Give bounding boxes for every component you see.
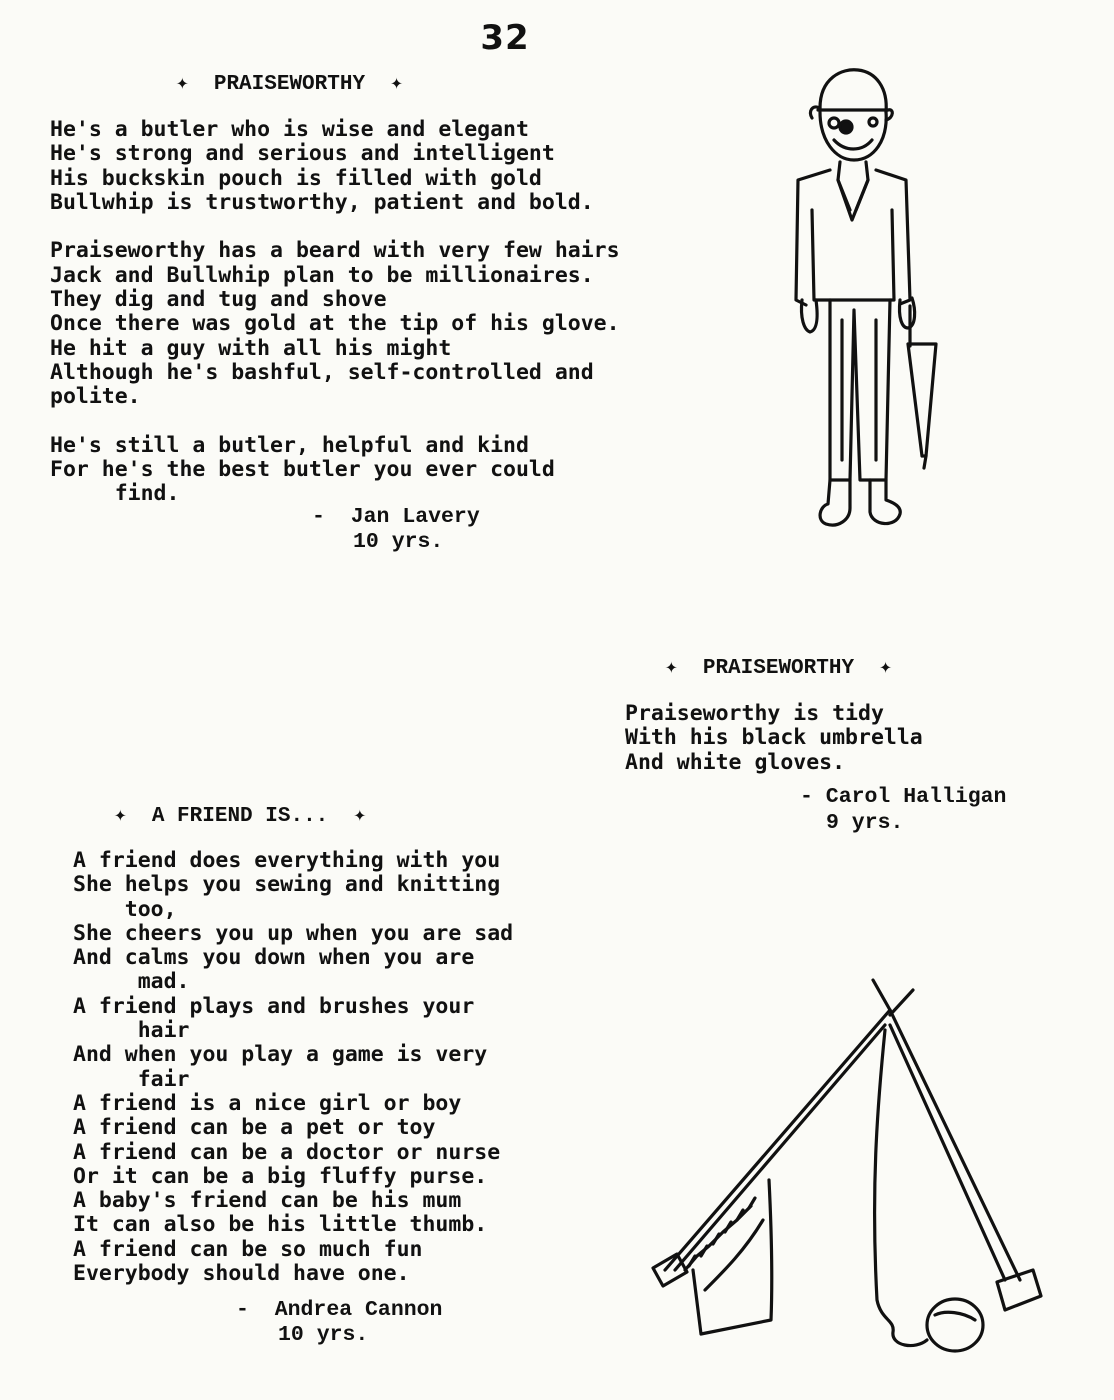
poem-line: A friend can be so much fun <box>73 1236 423 1262</box>
poem-line: With his black umbrella <box>625 725 923 751</box>
poem-line: Praiseworthy has a beard with very few hairs <box>50 238 620 264</box>
page-number: 32 <box>480 18 530 58</box>
poem-line: polite. <box>50 384 141 410</box>
poem-line: Praiseworthy is tidy <box>625 701 884 726</box>
poem3-author: - Andrea Cannon <box>236 1298 443 1322</box>
poem-line: Bullwhip is trustworthy, patient and bold. <box>50 189 594 215</box>
poem-line: Everybody should have one. <box>73 1261 410 1287</box>
poem2-body <box>625 702 923 775</box>
poem3-age: 10 yrs. <box>278 1323 369 1347</box>
poem-line: find. <box>50 481 180 507</box>
poem-line: He hit a guy with all his might <box>50 335 452 361</box>
poem-line: Jack and Bullwhip plan to be millionaires. <box>50 262 594 288</box>
poem2-author: - Carol Halligan <box>800 785 1007 809</box>
poem-line: A baby's friend can be his mum <box>73 1188 462 1214</box>
poem-line: too, <box>73 896 177 922</box>
poem-line: A friend does everything with you <box>73 848 501 873</box>
poem-line: It can also be his little thumb. <box>73 1212 488 1238</box>
poem-line: mad. <box>73 969 190 995</box>
poem2-age: 9 yrs. <box>826 811 904 835</box>
poem-line: He's strong and serious and intelligent <box>50 141 555 167</box>
poem-line: A friend is a nice girl or boy <box>73 1090 462 1116</box>
knitting-needles-drawing-icon <box>645 970 1055 1365</box>
poem-line: hair <box>73 1018 190 1044</box>
poem-line: He's still a butler, helpful and kind <box>50 432 529 458</box>
poem-line: fair <box>73 1066 190 1092</box>
poem-line: And calms you down when you are <box>73 945 475 971</box>
poem-line: And when you play a game is very <box>73 1042 488 1068</box>
poem-line: For he's the best butler you ever could <box>50 457 555 483</box>
poem3-body <box>73 849 513 1286</box>
poem-line: A friend can be a doctor or nurse <box>73 1139 501 1165</box>
poem-line: His buckskin pouch is filled with gold <box>50 165 542 191</box>
poem1-author: - Jan Lavery <box>312 505 480 529</box>
poem-line: Although he's bashful, self-controlled and <box>50 359 594 385</box>
poem-line: And white gloves. <box>625 749 846 775</box>
poem-line: He's a butler who is wise and elegant <box>50 117 529 142</box>
poem-line: A friend can be a pet or toy <box>73 1115 436 1141</box>
poem-line: She helps you sewing and knitting <box>73 872 501 898</box>
poem3-title: ✦ A FRIEND IS... ✦ <box>114 805 367 828</box>
poem2-title: ✦ PRAISEWORTHY ✦ <box>665 657 892 680</box>
poem1-age: 10 yrs. <box>353 530 444 554</box>
poem1-body <box>50 118 620 507</box>
poem-line: Once there was gold at the tip of his glove. <box>50 311 620 337</box>
poem-line: She cheers you up when you are sad <box>73 920 514 946</box>
poem-line: Or it can be a big fluffy purse. <box>73 1163 488 1189</box>
poem1-title: ✦ PRAISEWORTHY ✦ <box>176 73 403 96</box>
poem-line: A friend plays and brushes your <box>73 993 475 1019</box>
poem-line: They dig and tug and shove <box>50 287 387 313</box>
butler-drawing-icon <box>790 60 960 540</box>
